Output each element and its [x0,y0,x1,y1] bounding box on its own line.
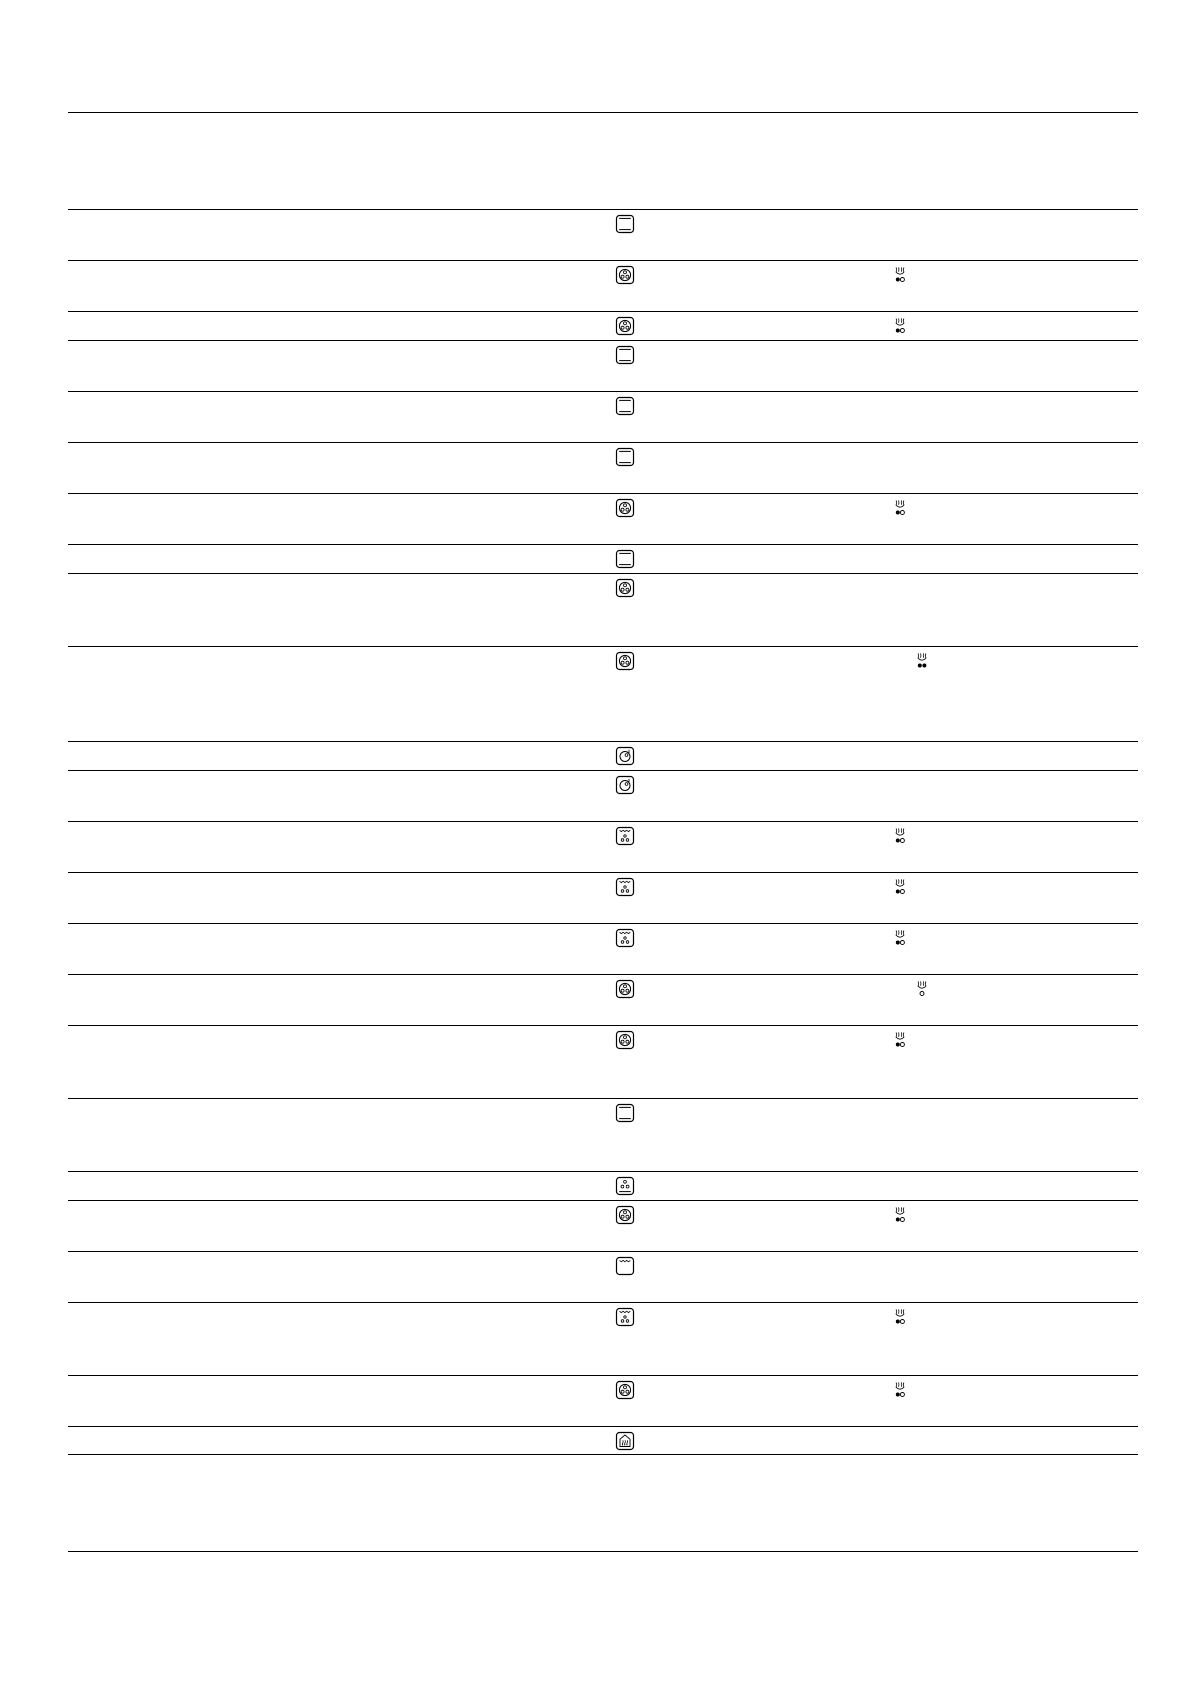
table-row [68,209,1138,260]
steam-low-icon [892,265,908,285]
table-row [68,1200,1138,1251]
hot-air-icon [616,652,634,670]
table-row [68,1251,1138,1302]
hot-air-grill-icon [616,827,634,845]
hot-air-icon [616,579,634,597]
top-bottom-heat-icon [616,346,634,364]
steam-low-icon [892,498,908,518]
steam-low-icon [892,826,908,846]
table-row [68,493,1138,544]
steam-low-icon [892,928,908,948]
table-row [68,1302,1138,1375]
steam-only-icon [616,1432,634,1450]
table-row [68,1098,1138,1171]
steam-low-icon [892,316,908,336]
table-row [68,1171,1138,1200]
table-row [68,923,1138,974]
table-row [68,391,1138,442]
grill-icon [616,1257,634,1275]
table-row [68,1426,1138,1455]
steam-high-icon [914,979,930,999]
table-row [68,573,1138,646]
steam-low-icon [892,877,908,897]
top-bottom-heat-icon [616,448,634,466]
hot-air-grill-icon [616,1308,634,1326]
table-row [68,1375,1138,1426]
table-row [68,311,1138,340]
hot-air-icon [616,1206,634,1224]
table-row [68,741,1138,770]
table-body [68,209,1138,1455]
steam-low-icon [892,1205,908,1225]
hot-air-icon [616,499,634,517]
top-bottom-heat-icon [616,550,634,568]
footer-rule [68,1551,1138,1552]
settings-table [68,112,1138,1455]
steam-low-icon [892,1380,908,1400]
top-bottom-heat-icon [616,1104,634,1122]
table-row [68,974,1138,1025]
hot-air-eco-icon [616,1177,634,1195]
table-row [68,340,1138,391]
table-row [68,821,1138,872]
hot-air-icon [616,317,634,335]
table-row [68,442,1138,493]
top-bottom-heat-icon [616,215,634,233]
table-row [68,544,1138,573]
hot-air-grill-icon [616,929,634,947]
table-row [68,872,1138,923]
table-row [68,646,1138,741]
hot-air-icon [616,266,634,284]
steam-medium-icon [914,651,930,671]
steam-low-icon [892,1307,908,1327]
hot-air-grill-icon [616,878,634,896]
steam-low-icon [892,1030,908,1050]
table-header-row [68,112,1138,209]
table-row [68,260,1138,311]
hot-air-icon [616,1381,634,1399]
top-bottom-heat-icon [616,397,634,415]
hot-air-icon [616,1031,634,1049]
hot-air-icon [616,980,634,998]
table-row [68,1025,1138,1098]
hot-air-gentle-icon [616,776,634,794]
table-row [68,770,1138,821]
hot-air-gentle-icon [616,747,634,765]
